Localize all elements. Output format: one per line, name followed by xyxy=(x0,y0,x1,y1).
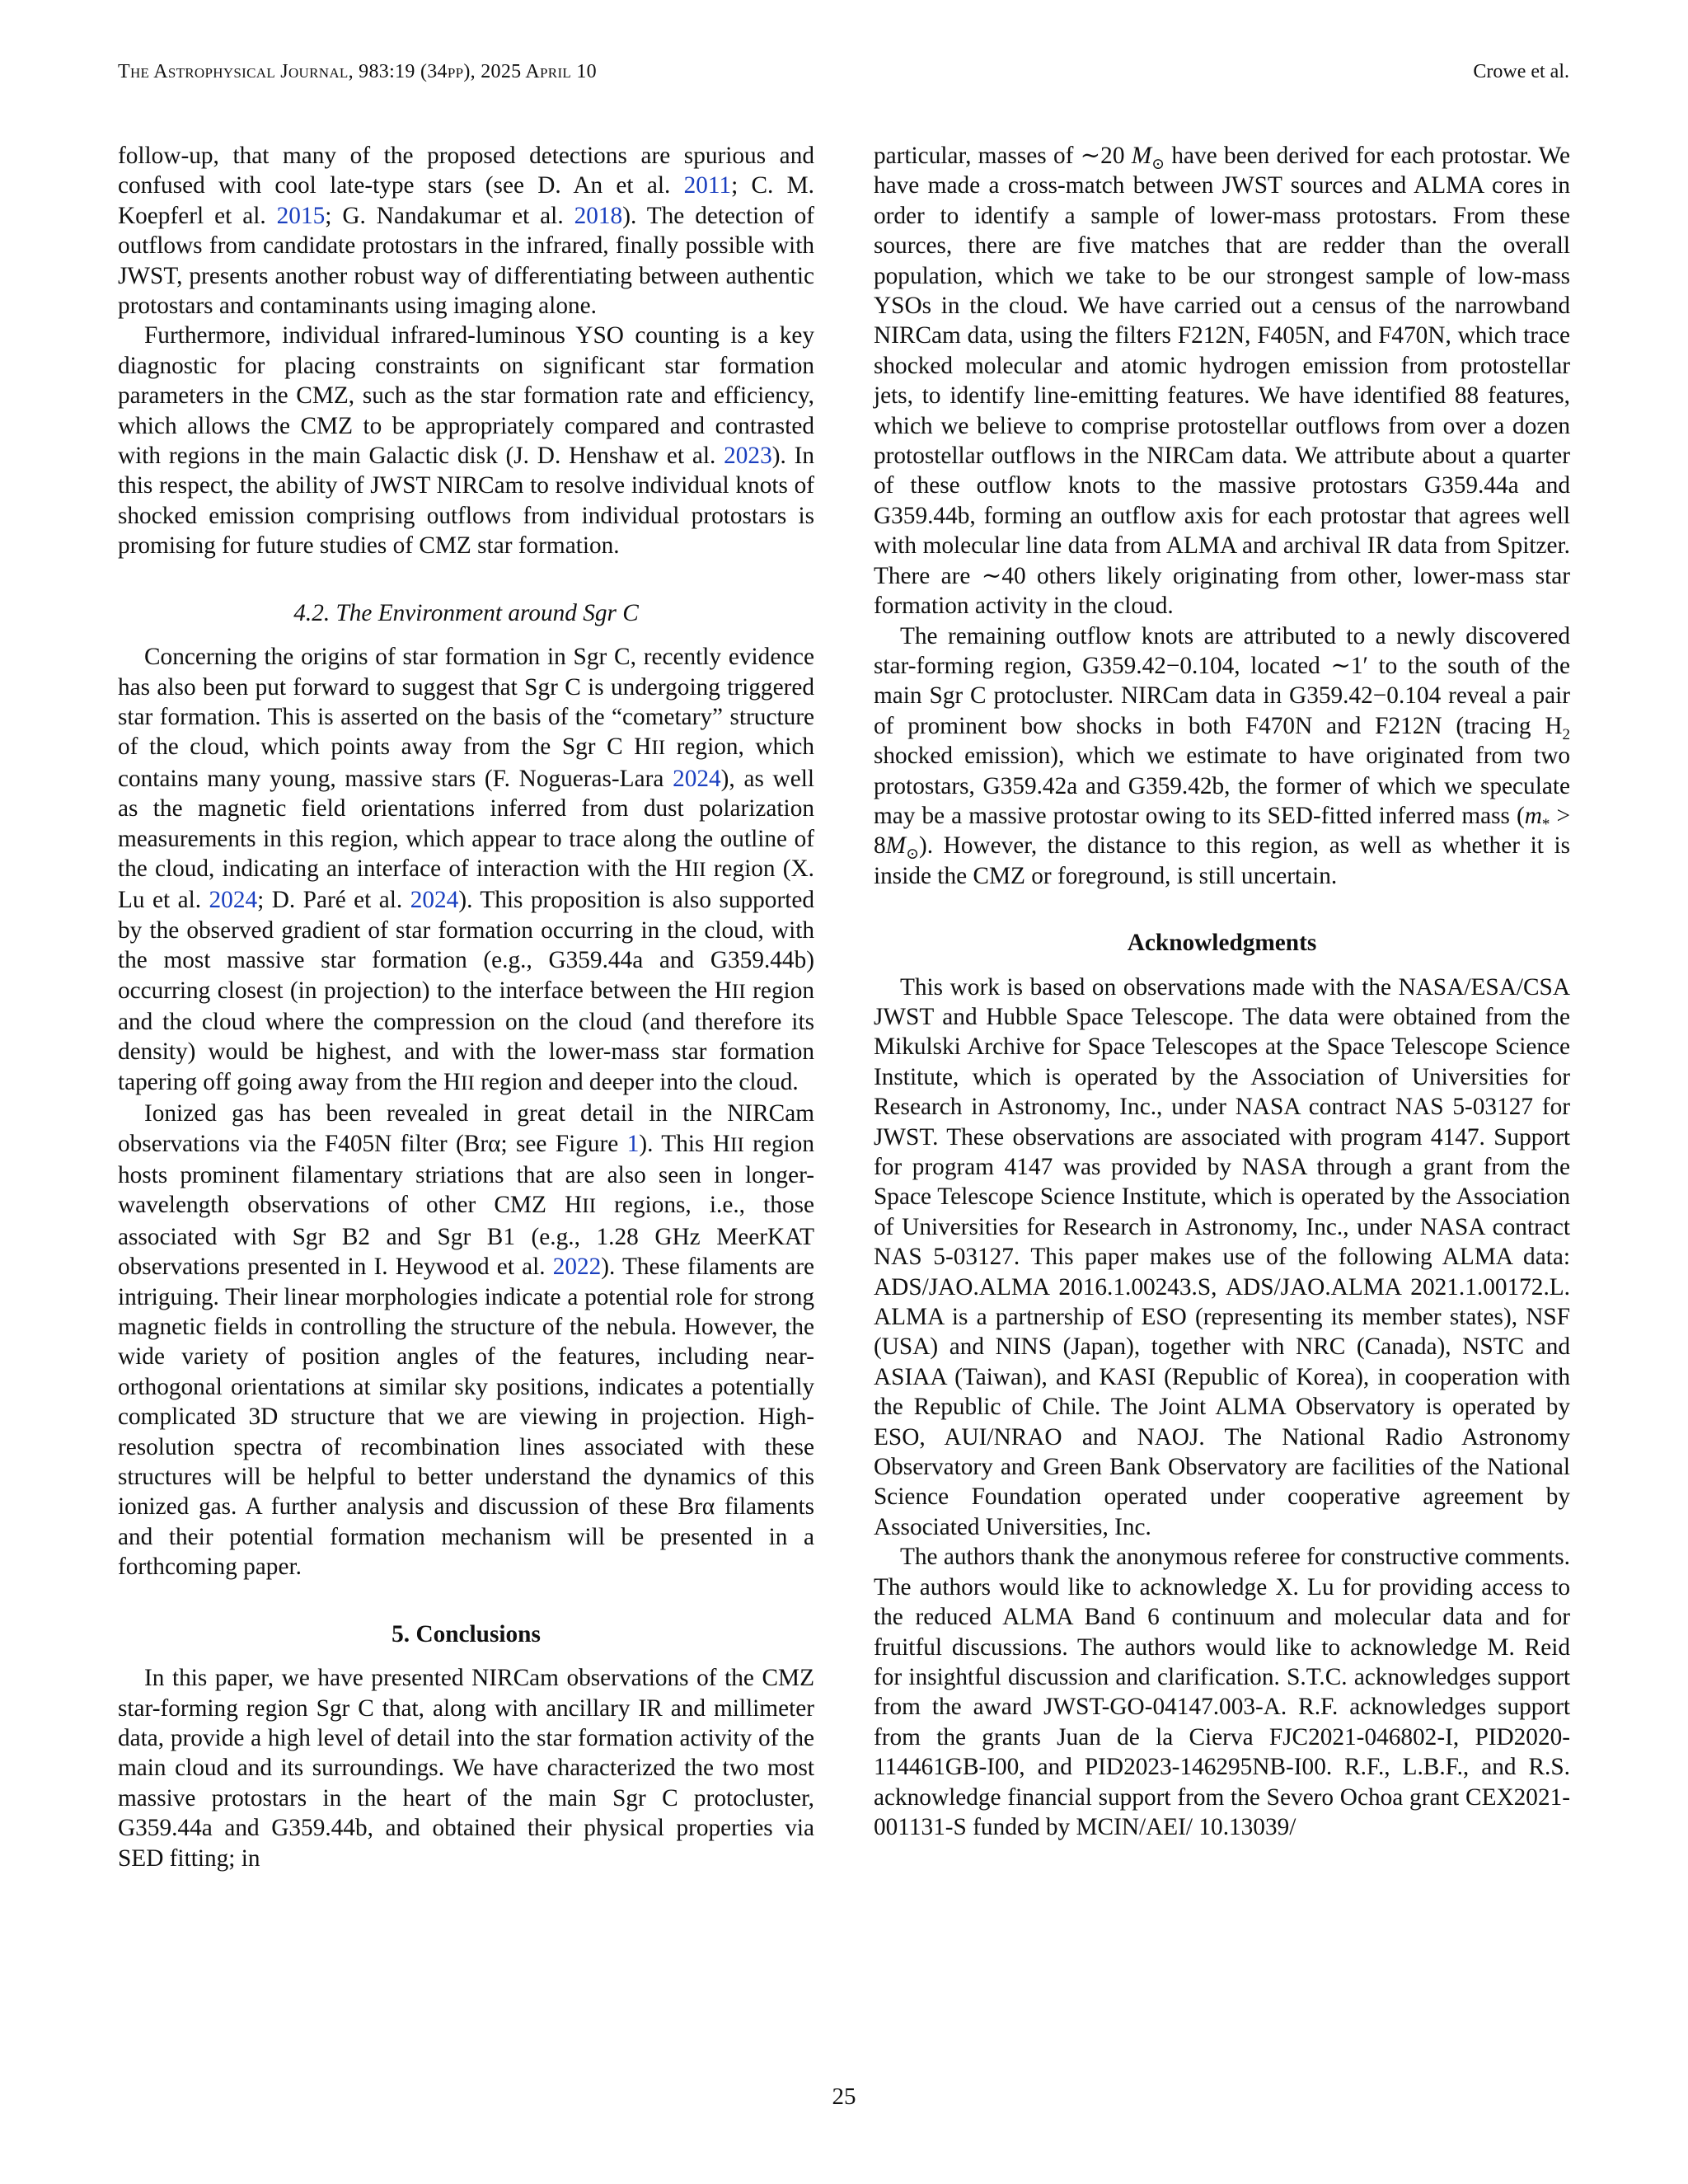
section-heading: Acknowledgments xyxy=(1127,930,1317,957)
text-run: particular, masses of ∼20 xyxy=(874,143,1132,169)
math-symbol: M xyxy=(1131,143,1152,169)
running-authors: Crowe et al. xyxy=(1473,61,1569,82)
paragraph xyxy=(118,321,814,560)
text-run: region (X. Lu et al. xyxy=(118,855,814,914)
text-run: region hosts prominent filamentary striations that are also seen in longer-wavelength observations of other CMZ H xyxy=(118,1130,814,1219)
text-run: Furthermore, individual infrared-luminous YSO counting is a key diagnostic for placing constraints on significant star formation parameters in the CMZ, such as the star formation rate and efficiency, which allows the CMZ to be appropriately compared and contrasted with regions in the main Galactic disk (J. D. Henshaw et al. xyxy=(118,322,814,470)
greek-symbol: α xyxy=(701,1493,715,1521)
roman-numeral: II xyxy=(731,980,746,1003)
text-run: Ionized gas has been revealed in great detail in the NIRCam observations via the F405N filter (Br xyxy=(118,1100,814,1157)
text-run: region, which contains many young, massive stars (F. Nogueras-Lara xyxy=(118,733,814,792)
text-run: Concerning the origins of star formation in Sgr C, recently evidence has also been put forward to suggest that Sgr C is undergoing triggered star formation. This is asserted on the basis of the “cometary” structure of the cloud, which points away from the Sgr C H xyxy=(118,644,814,761)
paragraph xyxy=(118,141,814,321)
text-run: region and the cloud where the compression on the cloud (and therefore its density) would be highest, and with the lower-mass star formation tapering off going away from the H xyxy=(118,977,814,1095)
citation-link[interactable]: 2024 xyxy=(410,887,459,914)
text-run: regions, i.e., those associated with Sgr B2 and Sgr B1 (e.g., 1.28 GHz MeerKAT observations presented in I. Heywood et al. xyxy=(118,1192,815,1281)
journal-citation: The Astrophysical Journal, 983:19 (34pp), 2025 April 10 xyxy=(118,61,597,82)
text-run: follow-up, that many of the proposed detections are spurious and confused with cool late-type stars (see D. An et al. xyxy=(118,143,814,199)
paragraph xyxy=(118,642,814,1099)
paragraph: The authors thank the anonymous referee for constructive comments. The authors would like to acknowledge X. Lu for providing access to the reduced ALMA Band 6 continuum and molecular data and for fruitful discussions. The authors would like to acknowledge M. Reid for insightful discussion and clarification. S.T.C. acknowledges support from the award JWST-GO-04147.003-A. R.F. acknowledges support from the grants Juan de la Cierva FJC2021-046802-I, PID2020-114461GB-I00, and PID2023-146295NB-I00. R.F., L.B.F., and R.S. acknowledge financial support from the Severo Ochoa grant CEX2021-001131-S funded by MCIN/AEI/ 10.13039/ xyxy=(874,1544,1570,1840)
citation-link[interactable]: 2018 xyxy=(574,202,623,229)
citation-link[interactable]: 2022 xyxy=(552,1254,602,1281)
running-header xyxy=(118,58,1569,86)
citation-link[interactable]: 2024 xyxy=(209,887,258,914)
text-run: region and deeper into the cloud. xyxy=(474,1068,799,1095)
text-run: ). This H xyxy=(639,1130,730,1157)
paragraph xyxy=(118,1099,814,1582)
right-column xyxy=(874,141,1570,1842)
text-run: have been derived for each protostar. We have made a cross-match between JWST sources and ALMA cores in order to identify a sample of lower-mass protostars. From these sources, there are five matches that are redder than the overall population, which we take to be our strongest sample of low-mass YSOs in the cloud. We have carried out a census of the narrowband NIRCam data, using the filters F212N, F405N, and F470N, which trace shocked molecular and atomic hydrogen emission from protostellar jets, to identify line-emitting features. We have identified 88 features, which we believe to comprise protostellar outflows from over a dozen protostellar outflows in the NIRCam data. We attribute about a quarter of these outflow knots to the massive protostars G359.44a and G359.44b, forming an outflow axis for each protostar that agrees well with molecular line data from ALMA and archival IR data from Spitzer. There are ∼40 others likely originating from other, lower-mass star formation activity in the cloud. xyxy=(874,143,1570,620)
text-run: ). The detection of outflows from candidate protostars in the infrared, finally possible with JWST, presents another robust way of differentiating between authentic protostars and contaminants using imaging alone. xyxy=(118,202,814,320)
citation-link[interactable]: 2023 xyxy=(724,443,772,470)
text-run: The remaining outflow knots are attributed to a newly discovered star-forming region, G359.42−0.104, located ∼1′ to the south of the main Sgr C protocluster. NIRCam data in G359.42−0.104 reveal a pair of prominent bow shocks in both F470N and F212N (tracing H xyxy=(874,622,1570,739)
text-run: ; D. Paré et al. xyxy=(257,887,410,914)
left-column xyxy=(118,141,814,1873)
roman-numeral: II xyxy=(651,737,666,760)
greek-symbol: α xyxy=(488,1130,501,1157)
citation-link[interactable]: 2024 xyxy=(673,765,721,792)
text-run: > 8 xyxy=(874,802,1570,860)
paragraph: In this paper, we have presented NIRCam observations of the CMZ star-forming region Sgr C that, along with ancillary IR and millimeter data, provide a high level of detail into the star formation activity of the main cloud and its surroundings. We have characterized the two most massive protostars in the heart of the main Sgr C protocluster, G359.44a and G359.44b, and obtained their physical properties via SED fitting; in xyxy=(118,1665,814,1872)
page-number: 25 xyxy=(832,2083,856,2110)
citation-link[interactable]: 2015 xyxy=(276,202,326,229)
roman-numeral: II xyxy=(582,1195,596,1218)
section-heading: 5. Conclusions xyxy=(392,1620,541,1647)
text-run: filaments and their potential formation mechanism will be presented in a forthcoming paper. xyxy=(118,1493,814,1581)
subscript: 2 xyxy=(1562,725,1570,743)
roman-numeral: II xyxy=(729,1133,744,1156)
roman-numeral: II xyxy=(692,858,706,881)
citation-link[interactable]: 2011 xyxy=(683,172,732,199)
paragraph: This work is based on observations made with the NASA/ESA/CSA JWST and Hubble Space Telescope. The data were obtained from the Mikulski Archive for Space Telescopes at the Space Telescope Science Institute, which is operated by the Association of Universities for Research in Astronomy, Inc., under NASA contract NAS 5-03127 for JWST. These observations are associated with program 4147. Support for program 4147 was provided by NASA through a grant from the Space Telescope Science Institute, which is operated by the Association of Universities for Research in Astronomy, Inc., under NASA contract NAS 5-03127. This paper makes use of the following ALMA data: ADS/JAO.ALMA 2016.1.00243.S, ADS/JAO.ALMA 2021.1.00172.L. ALMA is a partnership of ESO (representing its member states), NSF (USA) and NINS (Japan), together with NRC (Canada), NSTC and ASIAA (Taiwan), and KASI (Republic of Korea), in cooperation with the Republic of Chile. The Joint ALMA Observatory is operated by ESO, AUI/NRAO and NAOJ. The National Radio Astronomy Observatory and Green Bank Observatory are facilities of the National Science Foundation operated under cooperative agreement by Associated Universities, Inc. xyxy=(874,973,1570,1540)
text-run: ). In this respect, the ability of JWST NIRCam to resolve individual knots of shocked emission comprising outflows from individual protostars is promising for future studies of CMZ star formation. xyxy=(118,443,815,560)
paragraph xyxy=(874,141,1570,621)
subscript: * xyxy=(1541,815,1550,833)
subsection-heading: 4.2. The Environment around Sgr C xyxy=(293,599,639,626)
sun-symbol: ⊙ xyxy=(1151,155,1165,173)
text-run: shocked emission), which we estimate to have originated from two protostars, G359.42a and G359.42b, the former of which we speculate may be a massive protostar owing to its SED-fitted inferred mass ( xyxy=(874,743,1570,829)
roman-numeral: II xyxy=(461,1071,475,1094)
text-run: ; G. Nandakumar et al. xyxy=(325,202,574,229)
text-run: ). However, the distance to this region, as well as whether it is inside the CMZ or foreground, is still uncertain. xyxy=(874,832,1570,889)
figure-link[interactable]: 1 xyxy=(626,1130,640,1157)
math-symbol: M xyxy=(885,832,907,860)
math-symbol: m xyxy=(1524,802,1542,829)
text-run: ). These filaments are intriguing. Their linear morphologies indicate a potential role for strong magnetic fields in controlling the structure of the nebula. However, the wide variety of position angles of the features, including near-orthogonal orientations at similar sky positions, indicates a potentially complicated 3D structure that we are viewing in projection. High-resolution spectra of recombination lines associated with these structures will be helpful to better understand the dynamics of this ionized gas. A further analysis and discussion of these Br xyxy=(118,1254,814,1521)
text-run: ; C. M. Koepferl et al. xyxy=(118,172,815,229)
sun-symbol: ⊙ xyxy=(906,846,920,864)
paragraph xyxy=(874,621,1570,892)
text-run: ). This proposition is also supported by the observed gradient of star formation occurring in the cloud, with the most massive star formation (e.g., G359.44a and G359.44b) occurring closest (in projection) to the interface between the H xyxy=(118,887,814,1004)
text-run: ; see Figure xyxy=(500,1130,627,1157)
text-run: ), as well as the magnetic field orientations inferred from dust polarization measurements in this region, which appear to trace along the outline of the cloud, indicating an interface of interaction with the H xyxy=(118,765,815,882)
